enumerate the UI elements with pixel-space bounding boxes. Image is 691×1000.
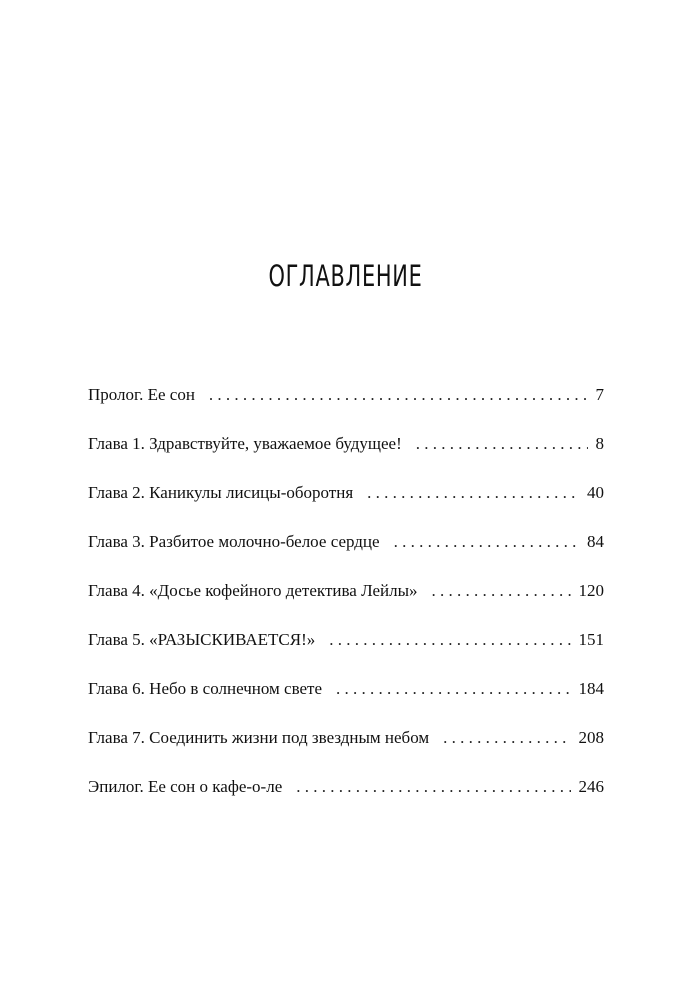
toc-entry-title: Глава 2. Каникулы лисицы-оборотня	[88, 483, 354, 502]
toc-page-number: 8	[595, 434, 604, 453]
toc-entry-title: Пролог. Ее сон	[88, 385, 195, 404]
toc-entry-title: Глава 5. «РАЗЫСКИВАЕТСЯ!»	[88, 630, 316, 649]
toc-entry	[88, 527, 604, 576]
toc-entry	[88, 429, 604, 478]
toc-page-number: 184	[578, 679, 604, 698]
dot-leader	[443, 723, 570, 753]
toc-entry	[88, 380, 604, 429]
dot-leader	[394, 527, 579, 557]
dot-leader	[367, 478, 579, 508]
toc-page-number: 246	[578, 777, 604, 796]
toc-entry	[88, 576, 604, 625]
dot-leader	[432, 576, 571, 606]
toc-entry	[88, 723, 604, 772]
toc-entry	[88, 478, 604, 527]
toc-entry-title: Глава 7. Соединить жизни под звездным небом	[88, 728, 430, 747]
dot-leader	[416, 429, 588, 459]
toc-entry	[88, 674, 604, 723]
toc-entry-title: Глава 6. Небо в солнечном свете	[88, 679, 323, 698]
toc-entry-title: Глава 3. Разбитое молочно-белое сердце	[88, 532, 380, 551]
dot-leader	[329, 625, 570, 655]
toc-entry-title: Глава 1. Здравствуйте, уважаемое будущее!	[88, 434, 402, 453]
toc-page-number: 151	[578, 630, 604, 649]
toc-page-number: 7	[595, 385, 604, 404]
dot-leader	[336, 674, 570, 704]
dot-leader	[209, 380, 588, 410]
toc-entry	[88, 625, 604, 674]
dot-leader	[296, 772, 570, 802]
toc-page-number: 208	[578, 728, 604, 747]
toc-page-number: 120	[578, 581, 604, 600]
table-of-contents	[88, 380, 604, 821]
toc-page-number: 84	[587, 532, 604, 551]
toc-entry	[88, 772, 604, 821]
toc-entry-title: Глава 4. «Досье кофейного детектива Лейлы»	[88, 581, 418, 600]
page-title: ОГЛАВЛЕНИЕ	[268, 259, 423, 293]
toc-entry-title: Эпилог. Ее сон о кафе-о-ле	[88, 777, 283, 796]
toc-page-number: 40	[587, 483, 604, 502]
